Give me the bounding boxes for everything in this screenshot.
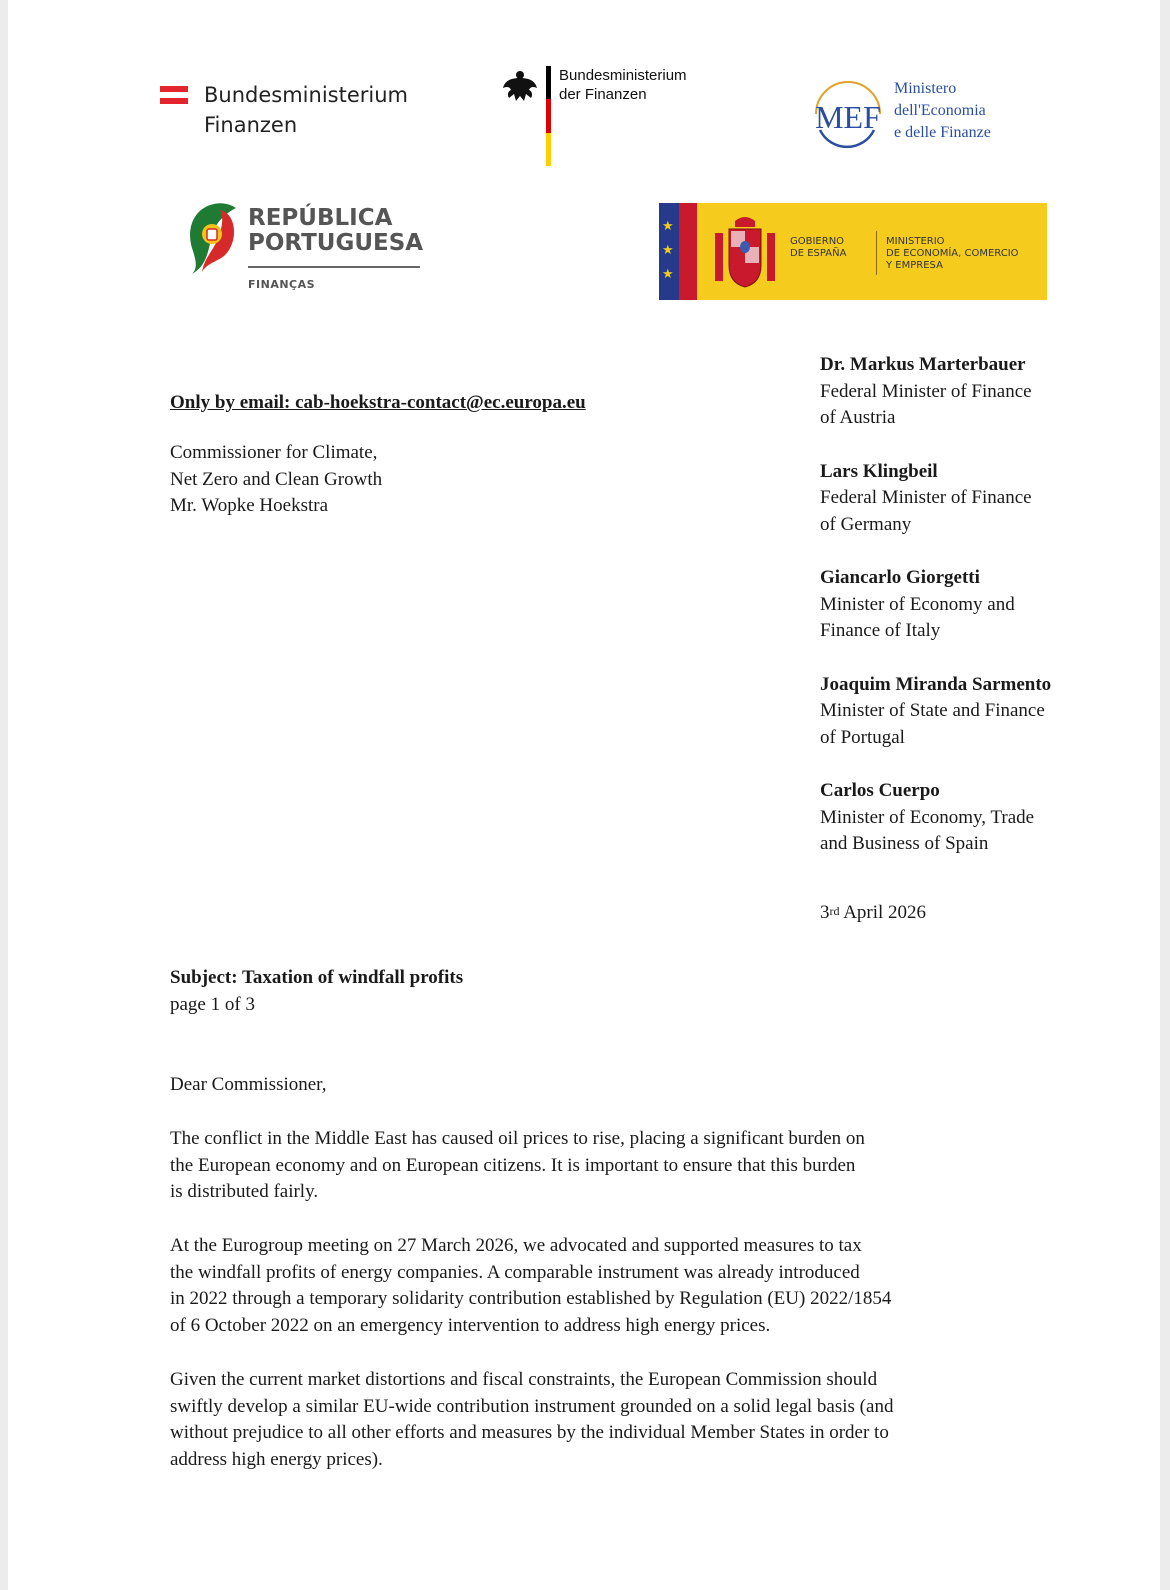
portugal-line2: PORTUGUESA [248, 230, 424, 256]
portugal-line1: REPÚBLICA [248, 205, 393, 231]
paragraph-line: without prejudice to all other efforts and measures by the individual Member States in order to [170, 1422, 889, 1444]
german-flag-bar [546, 66, 551, 166]
paragraph-line: in 2022 through a temporary solidarity contribution established by Regulation (EU) 2022/1854 [170, 1288, 892, 1310]
email-delivery-line: Only by email: cab-hoekstra-contact@ec.europa.eu [170, 392, 586, 413]
paragraph-line: address high energy prices). [170, 1449, 383, 1471]
spain-government-name [790, 236, 870, 260]
body-paragraph [170, 1233, 1030, 1340]
portugal-emblem-icon [184, 200, 240, 276]
paragraph-line: At the Eurogroup meeting on 27 March 2026, we advocated and supported measures to tax [170, 1235, 862, 1256]
portugal-republic-name [248, 206, 448, 256]
signatory-name: Giancarlo Giorgetti [820, 567, 980, 588]
signatory-country: and Business of Spain [820, 833, 989, 854]
date-day: 3 [820, 902, 830, 923]
paragraph-line: swiftly develop a similar EU-wide contribution instrument grounded on a solid legal basis (and [170, 1395, 894, 1417]
spain-left-line2: DE ESPAÑA [790, 248, 847, 259]
letter-date [820, 900, 926, 927]
italy-line2: dell'Economia [894, 102, 986, 119]
signatory [820, 459, 1120, 539]
signatory-title: Federal Minister of Finance [820, 487, 1032, 508]
date-rest: April 2026 [839, 902, 927, 923]
eu-stripe [659, 203, 679, 300]
austria-line1: Bundesministerium [204, 83, 408, 107]
austria-flag-icon [160, 86, 188, 104]
letter-page [8, 0, 1160, 1590]
spain-red-stripe [679, 203, 697, 300]
paragraph-line: the windfall profits of energy companies. A comparable instrument was already introduced [170, 1261, 860, 1283]
signatory-country: of Germany [820, 513, 912, 535]
paragraph-line: The conflict in the Middle East has caused oil prices to rise, placing a significant burden on [170, 1128, 865, 1149]
signatory-name: Joaquim Miranda Sarmento [820, 673, 1052, 695]
spain-right-line1: MINISTERIO [886, 236, 945, 247]
letter-subject: Subject: Taxation of windfall profits [170, 967, 464, 988]
recipient-line: Net Zero and Clean Growth [170, 468, 383, 490]
italy-ministry-name [894, 78, 1034, 144]
austria-ministry-name [204, 80, 464, 140]
signatory-title: Minister of Economy, Trade [820, 806, 1035, 828]
star-icon: ★ [662, 267, 674, 282]
signatory-name: Dr. Markus Marterbauer [820, 354, 1026, 375]
salutation: Dear Commissioner, [170, 1074, 327, 1095]
signatory-country: Finance of Italy [820, 620, 941, 641]
federal-eagle-icon [502, 68, 538, 104]
signatory [820, 672, 1120, 752]
date-suffix: rd [829, 904, 840, 918]
signatory-title: Minister of Economy and [820, 593, 1015, 615]
germany-line1: Bundesministerium [559, 67, 687, 84]
body-paragraph [170, 1126, 1030, 1206]
star-icon: ★ [662, 243, 674, 258]
paragraph-line: the European economy and on European citizens. It is important to ensure that this burden [170, 1154, 856, 1176]
signatory-country: of Austria [820, 407, 896, 428]
recipient-line: Mr. Wopke Hoekstra [170, 495, 329, 516]
portugal-divider [248, 266, 420, 268]
spain-divider [876, 231, 877, 275]
mef-mark-icon [808, 78, 888, 150]
signatories-block [820, 352, 1120, 885]
paragraph-line: Given the current market distortions and fiscal constraints, the European Commission should [170, 1369, 878, 1390]
italy-line1: Ministero [894, 80, 957, 97]
signatory-name: Lars Klingbeil [820, 460, 938, 482]
signatory-name: Carlos Cuerpo [820, 780, 940, 801]
signatory [820, 352, 1120, 432]
germany-line2: der Finanzen [559, 86, 647, 103]
signatory-title: Federal Minister of Finance [820, 380, 1032, 402]
spain-coat-of-arms-icon [711, 213, 779, 291]
austria-line2: Finanzen [204, 113, 298, 137]
spain-right-line2: DE ECONOMÍA, COMERCIO [886, 248, 1019, 259]
signatory [820, 565, 1120, 645]
paragraph-line: of 6 October 2022 on an emergency intervention to address high energy prices. [170, 1315, 771, 1337]
recipient-address [170, 440, 382, 520]
signatory-title: Minister of State and Finance [820, 700, 1045, 721]
germany-ministry-name [559, 66, 719, 104]
spain-ministry-logo [659, 203, 1047, 300]
mef-mark-text: MEF [815, 99, 881, 135]
page-number: page 1 of 3 [170, 994, 255, 1015]
body-paragraph [170, 1367, 1030, 1474]
spain-left-line1: GOBIERNO [790, 236, 845, 247]
spain-ministry-name [886, 236, 1046, 272]
signatory [820, 778, 1120, 858]
spain-right-line3: Y EMPRESA [886, 260, 943, 271]
paragraph-line: is distributed fairly. [170, 1181, 319, 1203]
italy-line3: e delle Finanze [894, 124, 991, 141]
portugal-sub: FINANÇAS [248, 278, 316, 291]
star-icon: ★ [662, 219, 674, 234]
signatory-country: of Portugal [820, 726, 905, 748]
recipient-line: Commissioner for Climate, [170, 442, 378, 463]
